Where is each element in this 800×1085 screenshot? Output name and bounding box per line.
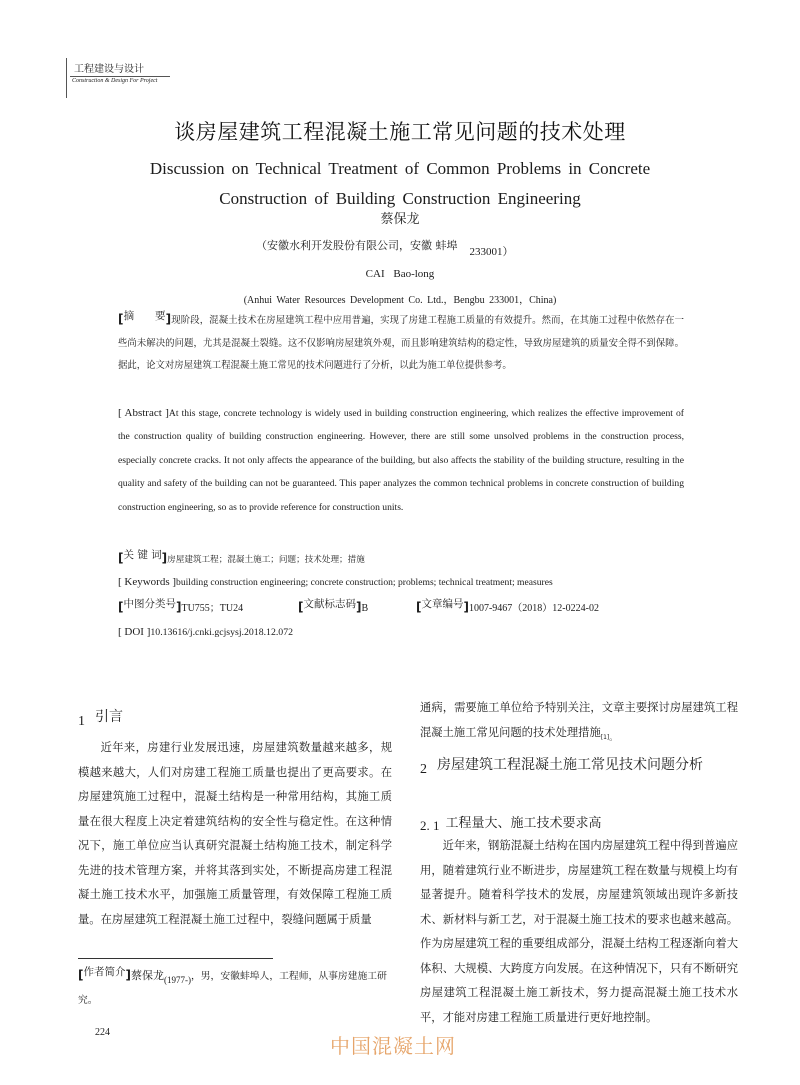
affiliation-cn-text: （安徽水利开发股份有限公司，安徽 蚌埠 xyxy=(256,239,458,252)
left-column xyxy=(78,736,392,932)
keywords-en-text: building construction engineering; concrete construction; problems; technical treatment; measures xyxy=(176,577,553,588)
section-2-1-title: 工程量大、施工技术要求高 xyxy=(445,816,602,831)
footnote-label: [作者简介] xyxy=(78,966,131,982)
section-2-heading xyxy=(420,752,750,779)
doc-code: [文献标志码]B xyxy=(298,598,369,614)
keywords-cn xyxy=(118,547,365,572)
doi-label: [ DOI ] xyxy=(118,626,151,638)
header-vertical-rule xyxy=(66,58,67,98)
right-column-top: 通病，需要施工单位给予特别关注，文章主要探讨房屋建筑工程混凝土施工常见问题的技术处理措施$_{[1]。}$ xyxy=(420,701,738,742)
header-horizontal-rule xyxy=(70,76,170,77)
abstract-en xyxy=(118,402,684,519)
section-1-heading xyxy=(78,706,123,729)
affiliation-zip: 233001） xyxy=(469,246,514,258)
footnote-text: ，男，安徽蚌埠人，工程师，从事房建施工研究。 xyxy=(78,971,387,1006)
footnote-years: (1977-) xyxy=(163,975,191,985)
clc-label: 中图分类号 xyxy=(123,598,176,610)
citation-ref[interactable]: [1] xyxy=(600,733,610,741)
abstract-cn-label: [摘 要] xyxy=(118,310,172,326)
abstract-en-label: [ Abstract ] xyxy=(118,407,169,419)
title-en-line2: Construction of Building Construction Engineering xyxy=(219,189,581,208)
section-1-continuation: 通病，需要施工单位给予特别关注，文章主要探讨房屋建筑工程混凝土施工常见问题的技术处理措施 xyxy=(420,701,738,739)
keywords-en xyxy=(118,571,553,595)
watermark: 中国混凝土网 xyxy=(330,1034,456,1058)
journal-name-en: Construction & Design For Project xyxy=(72,78,158,84)
affiliation-en: (Anhui Water Resources Development Co. Ltd.，Bengbu 233001，China) xyxy=(243,295,557,306)
journal-name-cn: 工程建设与设计 xyxy=(74,64,144,75)
title-en-line1: Discussion on Technical Treatment of Common Problems in Concrete xyxy=(149,159,651,178)
footnote-rule xyxy=(78,958,273,959)
article-no-value: 1007-9467（2018）12-0224-02 xyxy=(468,603,599,614)
clc-value: TU755；TU24 xyxy=(181,603,244,614)
section-1-title: 引言 xyxy=(95,709,123,725)
author-footnote xyxy=(78,963,398,1013)
article-no-label: 文章编号 xyxy=(421,598,464,610)
affiliation-cn xyxy=(256,237,514,258)
article-number: [文章编号]1007-9467（2018）12-0224-02 xyxy=(416,598,599,614)
doi-value[interactable]: 10.13616/j.cnki.gcjsysj.2018.12.072 xyxy=(150,627,293,638)
section-2-title: 房屋建筑工程混凝土施工常见技术问题分析 xyxy=(437,757,703,773)
doc-code-value: B xyxy=(361,603,369,614)
doi xyxy=(118,621,293,645)
author-en: CAI Bao-long xyxy=(365,268,435,280)
section-2-1-paragraph: 近年来，钢筋混凝土结构在国内房屋建筑工程中得到普遍应用，随着建筑行业不断进步，房屋建筑工程在数量与规模上均有显著提升。随着科学技术的发展，房屋建筑领域出现许多新技术、新材料与新工艺，对于混凝土施工技术的要求也越来越高。作为房屋建筑工程的重要组成部分，混凝土结构工程逐渐向着大体积、大规模、大跨度方向发展。在这种情况下，只有不断研究房屋建筑工程混凝土施工新技术，努力提高混凝土施工技术水平，才能对房建工程施工质量进行更好地控制。 xyxy=(420,839,738,1024)
section-2-number: 2 xyxy=(420,762,427,777)
page-number: 224 xyxy=(95,1027,110,1038)
abstract-cn-text: 现阶段，混凝土技术在房屋建筑工程中应用普遍，实现了房建工程施工质量的有效提升。然而，在其施工过程中依然存在一些尚未解决的问题，尤其是混凝土裂缝。这不仅影响房屋建筑外观，而且影响建筑结构的稳定性，导致房屋建筑的质量安全得不到保障。据此，论文对房屋建筑工程混凝土施工常见的技术问题进行了分析，以此为施工单位提供参考。 xyxy=(118,315,684,371)
section-1-paragraph: 近年来，房建行业发展迅速，房屋建筑数量越来越多，规模越来越大，人们对房建工程施工质量也提出了更高要求。在房屋建筑施工过程中，混凝土结构是一种常用结构，其施工质量在很大程度上决定着建筑结构的安全性与稳定性。在这种情况下，施工单位应当认真研究混凝土结构施工技术，制定科学先进的技术管理方案，并将其落到实处，不断提高房建工程混凝土施工技术水平，加强施工质量管理，有效保障工程施工质量。在房屋建筑工程混凝土施工过程中，裂缝问题属于质量 xyxy=(78,741,392,926)
title-cn: 谈房屋建筑工程混凝土施工常见问题的技术处理 xyxy=(174,120,626,144)
keywords-cn-label: [关 键 词] xyxy=(118,549,168,565)
keywords-en-label: [ Keywords ] xyxy=(118,576,177,588)
footnote-author-name: 蔡保龙 xyxy=(130,969,164,982)
section-1-number: 1 xyxy=(78,714,85,729)
section-2-1-number: 2. 1 xyxy=(420,818,440,833)
doc-code-label: 文献标志码 xyxy=(303,598,356,610)
abstract-cn xyxy=(118,308,684,378)
author-cn: 蔡保龙 xyxy=(380,212,420,227)
keywords-cn-text: 房屋建筑工程；混凝土施工；问题；技术处理；措施 xyxy=(167,555,365,565)
abstract-en-text: At this stage, concrete technology is widely used in building construction engineering, which realizes the effective improvement of the construction quality of building construction engineering. However, there are still some unsolved problems in the construction process, especially concrete cracks. It not only affects the appearance of the building, but also affects the stability of the building structure, resulting in the quality and safety of the building can not be guaranteed. This paper analyzes the common technical problems in concrete construction of building construction engineering, so as to provide reference for construction units. xyxy=(118,408,684,513)
clc-code: [中图分类号]TU755；TU24 xyxy=(118,598,244,614)
section-2-1-heading xyxy=(420,812,602,831)
